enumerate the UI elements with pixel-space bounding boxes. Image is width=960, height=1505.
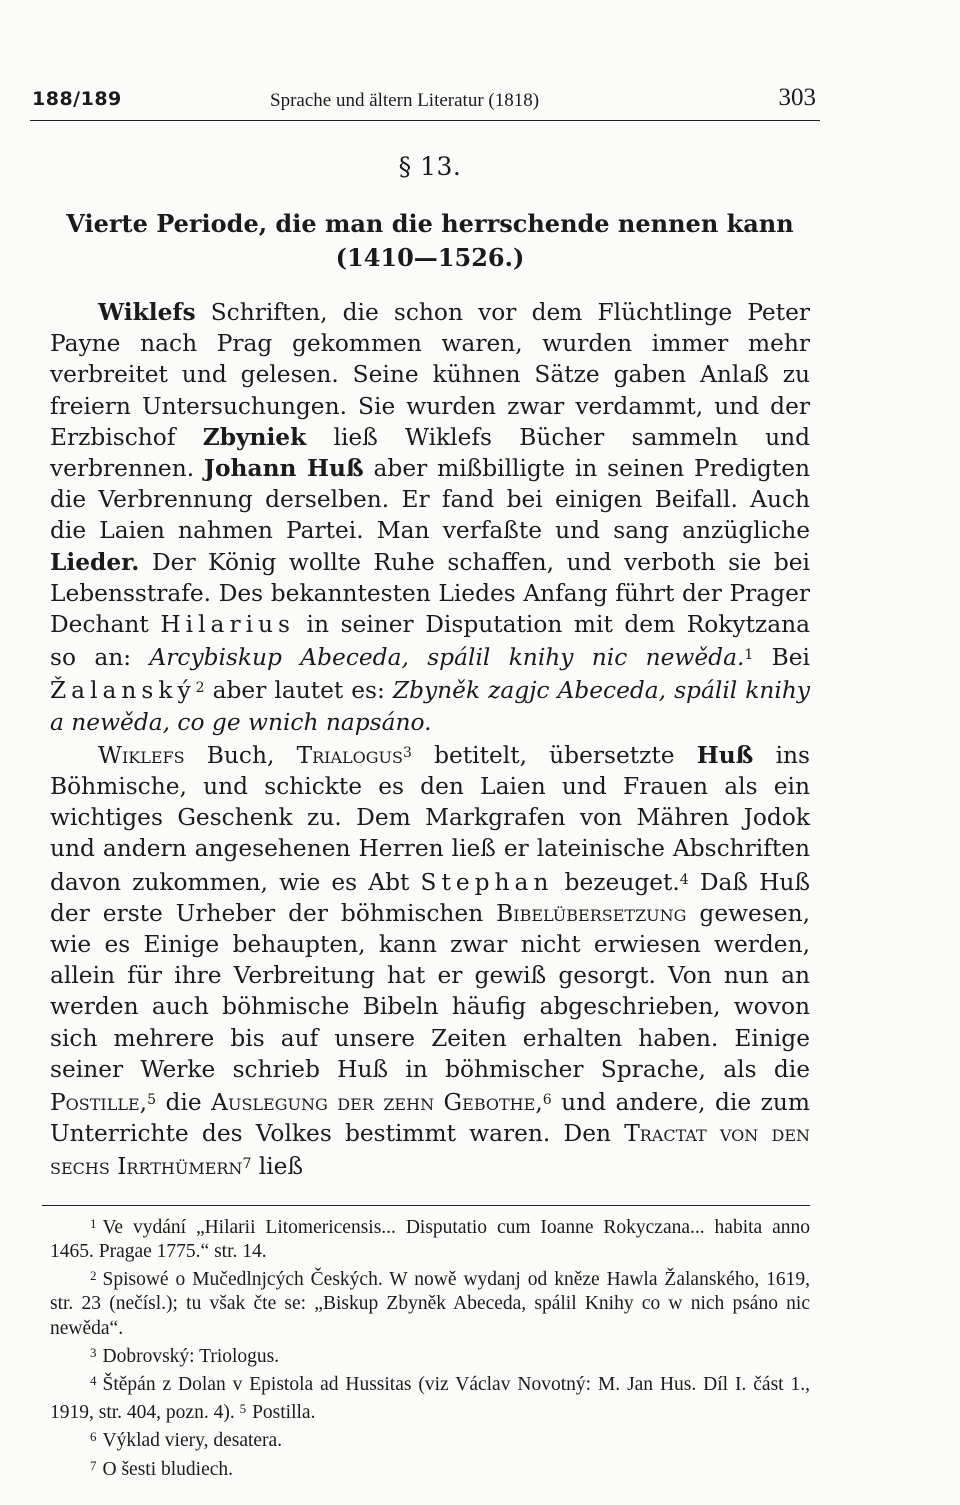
- p2-text-f: gewesen, wie es Einige behaupten, kann zwar nicht erwiesen werden, allein für ihre Verbreitung hat er gewiß gesorgt. Von nun an werden auch böhmische Bibeln häufig abgeschrieben, wovon sich mehrere bis auf unsere Zeiten erhalten haben. Einige seiner Werke schrieb Huß in böhmischer Sprache, als die: [50, 899, 810, 1083]
- book-page: [32, 80, 816, 1482]
- paragraph-1: [50, 297, 810, 738]
- footnote-7-number: 7: [90, 1457, 97, 1473]
- footnote-2-text: Spisowé o Mučedlnjcých Českých. W nowě wydanj od kněze Hawla Žalanského, 1619, str. 23 (nečísl.); tu však čte se: „Biskup Zbyněk Abeceda, spálil Knihy co w nich psáno nic newěda“.: [50, 1269, 810, 1339]
- chapter-title-line1: Vierte Periode, die man die herrschende nennen kann: [66, 209, 794, 238]
- p1-lieder: Lieder.: [50, 548, 140, 576]
- footnote-5-number: 5: [239, 1401, 247, 1417]
- p1-text-f: Bei: [753, 644, 811, 672]
- p2-text-h: und andere, die zum Unterrichte des Volkes bestimmt waren. Den: [50, 1089, 810, 1148]
- footnote-ref-7[interactable]: 7: [242, 1156, 252, 1173]
- footnote-ref-6[interactable]: 6: [542, 1092, 552, 1109]
- p2-text-d: bezeuget.: [553, 868, 680, 896]
- p1-text-a: Schriften, die schon vor dem Flüchtlinge Peter Payne nach Prag gekommen waren, wurden immer mehr verbreitet und gelesen. Seine kühnen Sätze gaben Anlaß zu freiern Untersuchungen. Sie wurden zwar verdammt, und der Erzbischof: [50, 299, 810, 451]
- footnote-4-number: 4: [90, 1372, 97, 1388]
- footnote-ref-1[interactable]: 1: [744, 647, 754, 664]
- p2-trialogus: Trialogus: [296, 741, 403, 769]
- footnote-ref-2[interactable]: 2: [195, 680, 205, 697]
- page-range: 188/189: [32, 88, 122, 110]
- p1-zbyniek: Zbyniek: [202, 423, 307, 451]
- section-heading: § 13.: [398, 152, 462, 181]
- p2-postille: Postille,: [50, 1089, 148, 1117]
- footnote-6-text: Výklad viery, desatera.: [102, 1430, 283, 1452]
- footnote-7-text: O šesti bludiech.: [102, 1458, 234, 1480]
- body-text: [50, 297, 810, 1183]
- p1-text-e: in seiner Disputation mit dem Rokytzana so an:: [50, 611, 810, 672]
- p1-text-b: ließ Wiklefs Bücher sammeln und verbrennen.: [50, 423, 810, 483]
- footnote-7: [50, 1454, 810, 1482]
- p2-text-a: Buch,: [184, 741, 297, 769]
- footnote-4-text: Štěpán z Dolan v Epistola ad Hussitas (viz Václav Novotný: M. Jan Hus. Díl I. část 1., 1919, str. 404, pozn. 4).: [50, 1373, 810, 1424]
- footnote-2: [50, 1264, 810, 1341]
- chapter-title-line2: (1410—1526.): [335, 243, 525, 272]
- footnote-ref-5[interactable]: 5: [147, 1092, 157, 1109]
- footnote-6: [50, 1425, 810, 1453]
- footnote-3-number: 3: [90, 1344, 97, 1360]
- p1-text-g: aber lautet es:: [204, 677, 393, 705]
- footnote-4: [50, 1369, 810, 1425]
- chapter-title: [50, 207, 810, 275]
- running-title: Sprache und ältern Literatur (1818): [270, 90, 540, 111]
- p2-wiklefs: Wiklefs: [98, 741, 185, 769]
- p2-text-g: die: [156, 1089, 212, 1117]
- paragraph-2: [50, 738, 810, 1183]
- footnote-rule: [42, 1205, 810, 1206]
- p1-zalansky: Žalanský: [50, 677, 196, 705]
- p2-text-b: betitelt, übersetzte: [411, 741, 697, 769]
- footnotes: [50, 1212, 810, 1482]
- p1-wiklefs: Wiklefs: [98, 299, 196, 326]
- footnote-5-text: Postilla.: [252, 1402, 316, 1424]
- footnote-6-number: 6: [90, 1429, 97, 1445]
- footnote-ref-3[interactable]: 3: [403, 744, 412, 761]
- p2-text-c: ins Böhmische, und schickte es den Laien und Frauen als ein wichtiges Geschenk zu. Dem Markgrafen von Mähren Jodok und andern angesehenen Herren ließ er lateinische Abschriften davon zukommen, wie es Abt: [50, 741, 810, 896]
- page-header: [32, 80, 816, 114]
- footnote-1: [50, 1212, 810, 1264]
- p1-text-d: Der König wollte Ruhe schaffen, und verboth sie bei Lebensstrafe. Des bekanntesten Liedes Anfang führt der Prager Dechant: [50, 548, 810, 639]
- p2-huss: Huß: [696, 741, 754, 769]
- footnote-2-number: 2: [90, 1268, 97, 1284]
- footnote-1-number: 1: [90, 1215, 97, 1231]
- p1-text-c: aber mißbilligte in seinen Predigten die Verbrennung derselben. Er fand bei einigen Beifall. Auch die Laien nahmen Partei. Man verfaßte und sang anzügliche: [50, 455, 811, 545]
- p2-text-i: ließ: [251, 1153, 304, 1181]
- footnote-3-text: Dobrovský: Triologus.: [102, 1345, 280, 1367]
- p2-tractat: Tractat von den sechs Irrthümern: [50, 1120, 810, 1181]
- p1-johann-huss: Johann Huß: [203, 455, 364, 483]
- p2-text-e: Daß Huß der erste Urheber der böhmischen: [50, 868, 811, 927]
- p1-hilarius: Hilarius: [160, 611, 295, 639]
- p2-stephan: Stephan: [420, 868, 554, 896]
- footnote-3: [50, 1341, 810, 1369]
- p2-bibeluebersetzung: Bibelübersetzung: [496, 899, 687, 927]
- header-rule: [30, 120, 820, 121]
- footnote-1-text: Ve vydání „Hilarii Litomericensis... Disputatio cum Ioanne Rokyczana... habita anno 1465. Pragae 1775.“ str. 14.: [50, 1216, 810, 1262]
- footnote-ref-4[interactable]: 4: [679, 871, 689, 888]
- p1-quote-1: Arcybiskup Abeceda, spálil knihy nic newěda.: [149, 644, 745, 672]
- p2-auslegung: Auslegung der zehn Gebothe,: [211, 1089, 543, 1117]
- p1-quote-2: Zbyněk zagjc Abeceda, spálil knihy a newěda, co ge wnich napsáno.: [50, 677, 810, 736]
- page-number: 303: [778, 84, 816, 111]
